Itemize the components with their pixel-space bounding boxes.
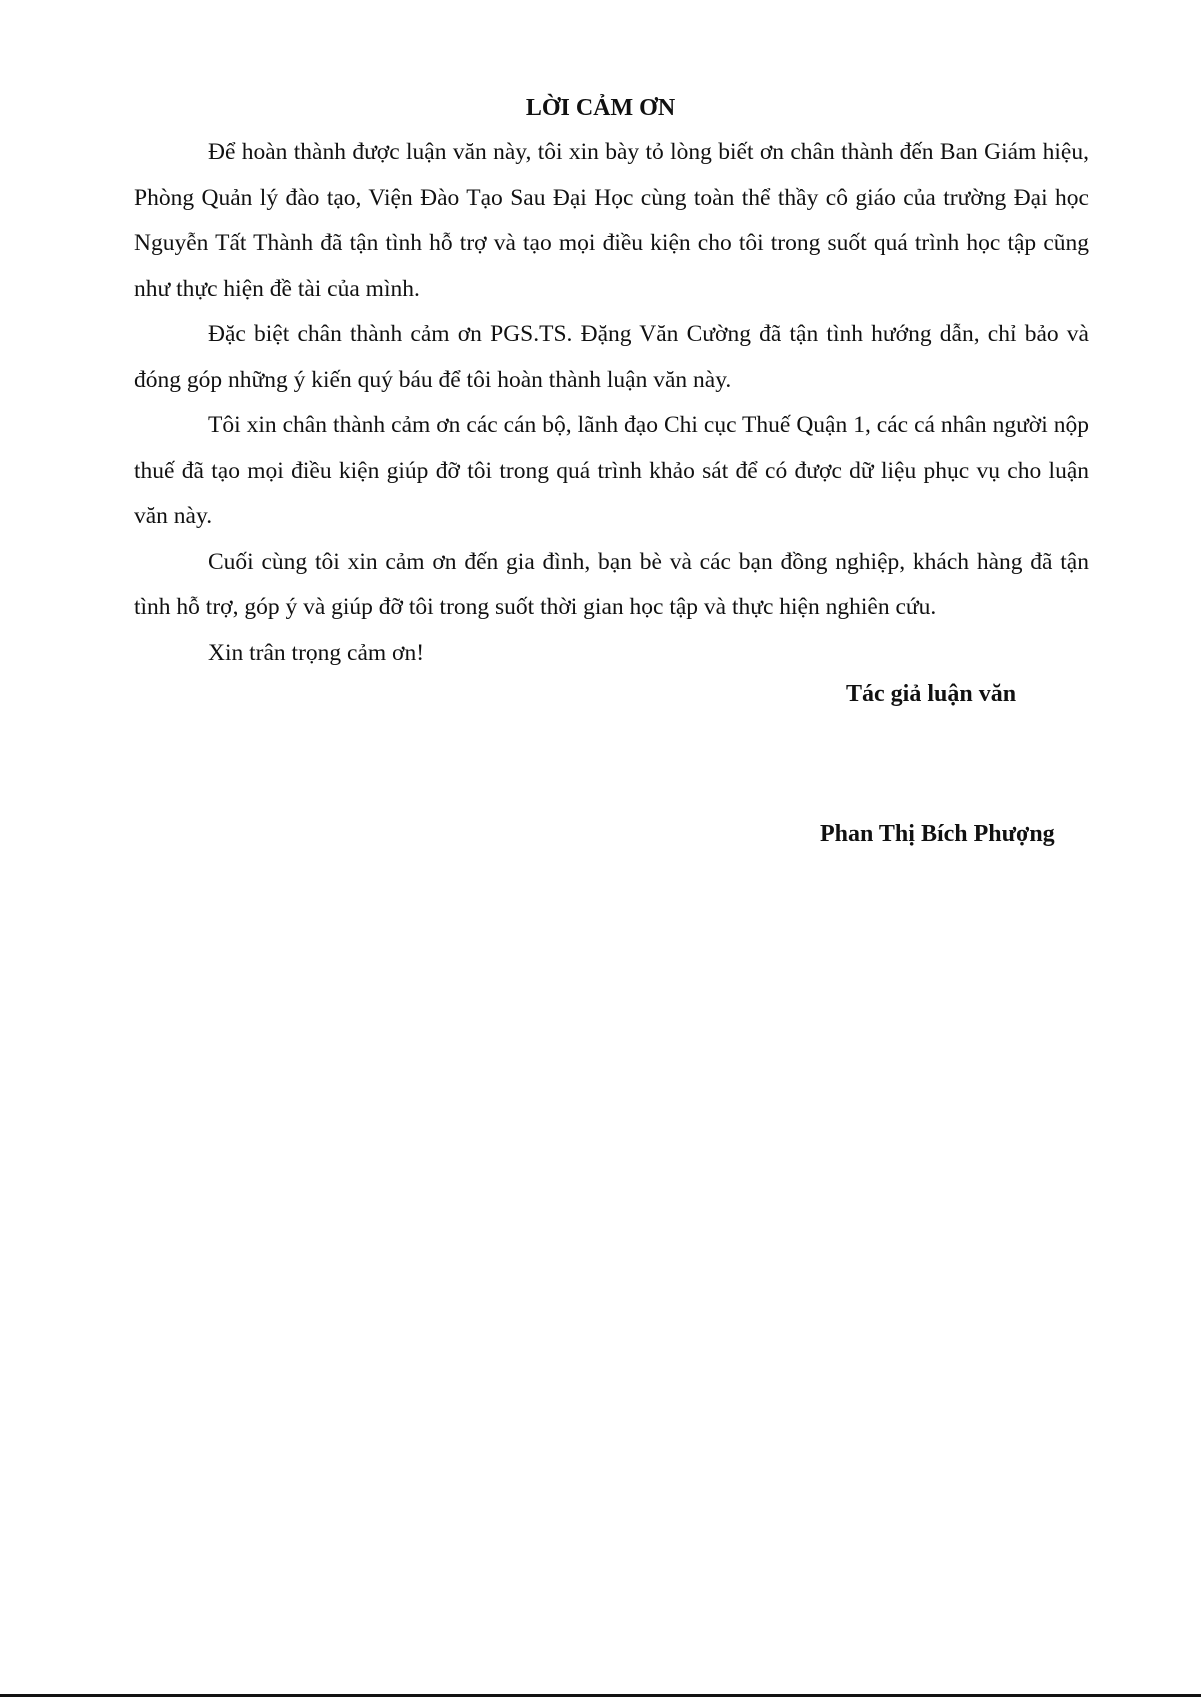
paragraph-thanks-family: Cuối cùng tôi xin cảm ơn đến gia đình, bạn bè và các bạn đồng nghiệp, khách hàng đã tận tình hỗ trợ, góp ý và giúp đỡ tôi trong suốt thời gian học tập và thực hiện nghiên cứu. <box>134 548 1089 620</box>
paragraph-thanks-university: Để hoàn thành được luận văn này, tôi xin bày tỏ lòng biết ơn chân thành đến Ban Giám hiệu, Phòng Quản lý đào tạo, Viện Đào Tạo Sau Đại Học cùng toàn thể thầy cô giáo của trường Đại học Nguyễn Tất Thành đã tận tình hỗ trợ và tạo mọi điều kiện cho tôi trong suốt quá trình học tập cũng như thực hiện đề tài của mình. <box>134 139 1089 302</box>
signature-title: Tác giả luận văn <box>846 681 1017 707</box>
paragraph-thanks-tax-office: Tôi xin chân thành cảm ơn các cán bộ, lãnh đạo Chi cục Thuế Quận 1, các cá nhân người nộp thuế đã tạo mọi điều kiện giúp đỡ tôi trong quá trình khảo sát để có được dữ liệu phục vụ cho luận văn này. <box>134 412 1089 529</box>
paragraph-closing: Xin trân trọng cảm ơn! <box>208 639 425 666</box>
acknowledgement-body <box>134 130 1089 676</box>
paragraph-thanks-supervisor: Đặc biệt chân thành cảm ơn PGS.TS. Đặng Văn Cường đã tận tình hướng dẫn, chỉ bảo và đóng góp những ý kiến quý báu để tôi hoàn thành luận văn này. <box>134 321 1089 393</box>
page-bottom-border <box>0 1694 1201 1697</box>
author-name: Phan Thị Bích Phượng <box>820 821 1055 847</box>
page-title: LỜI CẢM ƠN <box>525 95 676 121</box>
